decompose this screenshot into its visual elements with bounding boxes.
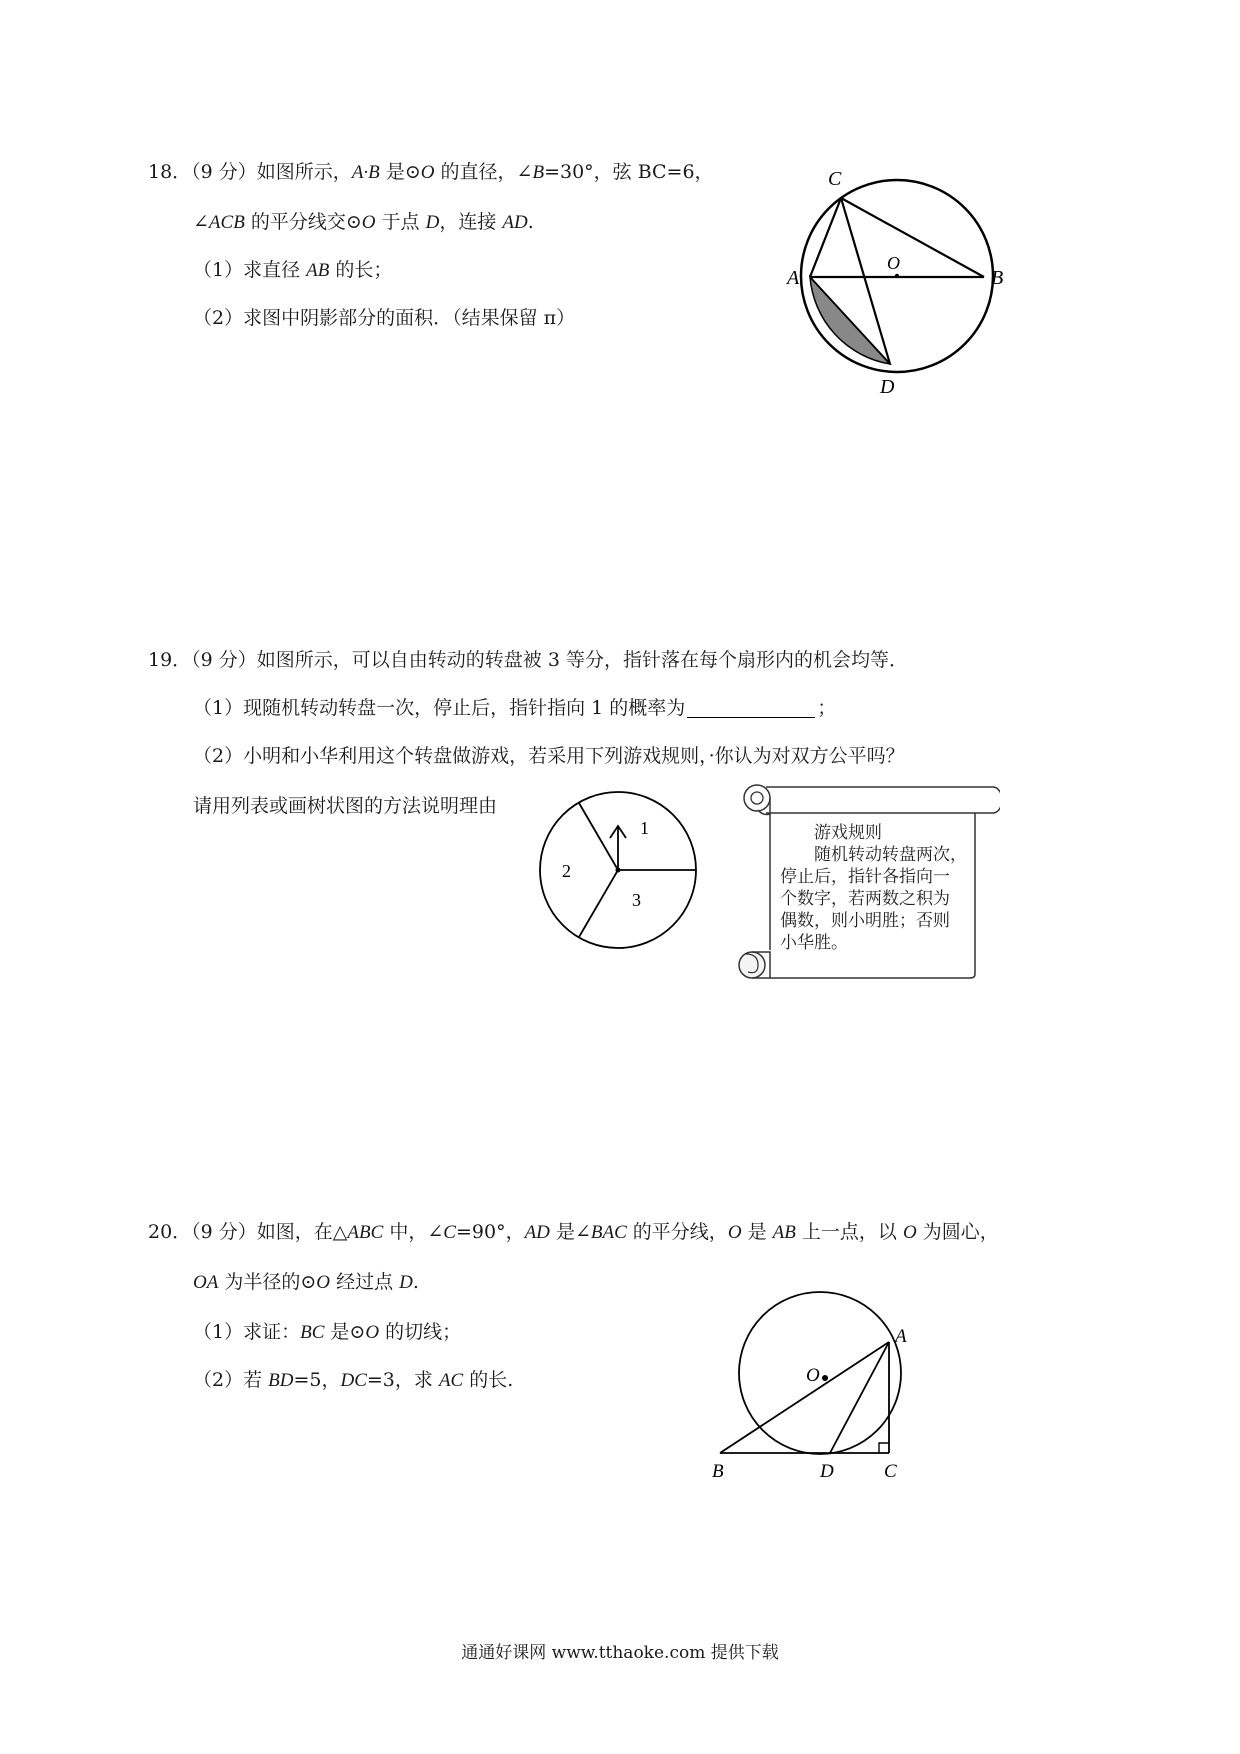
q19-part2: （2）小明和小华利用这个转盘做游戏，若采用下列游戏规则，·你认为对双方公平吗？ [193, 745, 905, 767]
spinner-center [616, 868, 621, 873]
chord-bc [841, 198, 984, 277]
q18-math-ab: AB [306, 260, 330, 281]
q20-math: C [443, 1222, 456, 1243]
q20-text: 中，∠ [383, 1221, 444, 1243]
q18-line1 [148, 158, 714, 187]
rules-line: 停止后，指针各指向一 [780, 867, 950, 887]
bisector-ad [830, 1342, 889, 1453]
q20-math: D [399, 1272, 413, 1293]
q18-text: 的平分线交⊙ [244, 211, 362, 233]
q20-line2 [193, 1268, 419, 1297]
q20-math: O [365, 1322, 380, 1343]
q18-text: 于点 [375, 211, 426, 233]
q19-text: （1）现随机转动转盘一次，停止后，指针指向 1 的概率为 [193, 697, 686, 719]
q20-math: AD [524, 1222, 550, 1243]
q20-text: =3，求 [366, 1369, 439, 1391]
center-point [895, 274, 899, 278]
q20-text: 是 [741, 1221, 773, 1243]
q20-math: DC [340, 1370, 367, 1391]
q18-circle-figure [770, 160, 1030, 400]
q20-math: OA [193, 1272, 219, 1293]
q20-triangle-figure [700, 1270, 940, 1500]
rules-line: 随机转动转盘两次， [814, 845, 967, 865]
q18-math-o: O [420, 162, 435, 183]
q18-math-o: O [361, 212, 376, 233]
q18-math-ad: AD [502, 212, 528, 233]
q19-part1 [193, 694, 836, 722]
answer-blank[interactable] [687, 695, 815, 718]
rules-line: 个数字，若两数之积为 [780, 889, 950, 909]
q20-text: 为圆心， [916, 1221, 999, 1243]
rules-title: 游戏规则 [814, 823, 882, 843]
q20-line1 [148, 1218, 999, 1247]
q18-part2: （2）求图中阴影部分的面积．（结果保留 π） [193, 307, 576, 329]
q18-math-b: B [532, 162, 545, 183]
rules-line: 偶数，则小明胜；否则 [780, 911, 950, 931]
label-a: A [895, 1326, 907, 1347]
side-ab [720, 1342, 889, 1453]
q20-math: O [902, 1222, 917, 1243]
q18-text: ∠ [193, 211, 209, 233]
q20-text: 为半径的⊙ [218, 1271, 317, 1293]
q18-math-ab: A·B [351, 162, 380, 183]
q20-text: =5， [293, 1369, 341, 1391]
right-angle-mark [879, 1443, 889, 1453]
q18-math-d: D [425, 212, 440, 233]
q20-text: （1）求证： [193, 1321, 301, 1343]
spinner-figure [534, 786, 704, 956]
rules-line: 小华胜。 [780, 933, 848, 953]
label-b: B [991, 267, 1004, 289]
q18-text: （1）求直径 [193, 259, 307, 281]
q20-text: 20．（9 分）如图，在△ [148, 1221, 348, 1243]
q20-math: BAC [590, 1222, 627, 1243]
circle-o [739, 1292, 901, 1454]
sector-label-1: 1 [640, 818, 649, 838]
q18-text: 的长； [329, 259, 393, 281]
q20-text: （2）若 [193, 1369, 269, 1391]
q19-line1: 19．（9 分）如图所示，可以自由转动的转盘被 3 等分，指针落在每个扇形内的机会均等． [148, 649, 908, 671]
sector-label-3: 3 [632, 890, 641, 910]
spinner-divider [579, 803, 618, 870]
q20-text: 是∠ [549, 1221, 591, 1243]
center-point [822, 1375, 828, 1381]
sector-label-2: 2 [562, 861, 571, 881]
label-d: D [820, 1461, 834, 1482]
q20-math: ABC [347, 1222, 384, 1243]
q20-part2 [193, 1366, 513, 1395]
q18-text: 的直径，∠ [434, 161, 533, 183]
q18-text: ，连接 [439, 211, 503, 233]
q19-text: ； [817, 697, 837, 719]
q18-text: . [527, 211, 534, 233]
label-a: A [787, 267, 800, 289]
q20-text: 上一点，以 [795, 1221, 903, 1243]
q20-text: 的切线； [379, 1321, 462, 1343]
q18-line2 [193, 208, 534, 237]
label-o: O [806, 1365, 820, 1386]
label-c: C [884, 1461, 897, 1482]
label-d: D [880, 376, 895, 398]
q18-math-acb: ACB [208, 212, 245, 233]
q18-text: =30°，弦 BC=6， [544, 161, 714, 183]
q20-text: =90°， [455, 1221, 525, 1243]
label-o: O [887, 253, 900, 273]
q20-math: AC [438, 1370, 464, 1391]
q18-text: 18．（9 分）如图所示， [148, 161, 352, 183]
chord-ac [810, 198, 841, 277]
rules-box [780, 822, 990, 954]
q18-part1 [193, 256, 392, 285]
q20-math: O [316, 1272, 331, 1293]
q20-text: . [412, 1271, 419, 1293]
label-b: B [712, 1461, 724, 1482]
q20-math: AB [772, 1222, 796, 1243]
spinner-divider [579, 870, 618, 937]
q20-math: BD [268, 1370, 294, 1391]
q20-text: 的长. [463, 1369, 514, 1391]
q20-text: 是⊙ [324, 1321, 366, 1343]
q20-text: 经过点 [330, 1271, 400, 1293]
q20-math: BC [300, 1322, 325, 1343]
q20-part1 [193, 1318, 461, 1347]
q20-text: 的平分线， [626, 1221, 728, 1243]
label-c: C [828, 168, 842, 190]
page-footer: 通通好课网 www.tthaoke.com 提供下载 [461, 1643, 779, 1663]
q19-part2-cont: 请用列表或画树状图的方法说明理由 [193, 795, 498, 817]
q18-text: 是⊙ [379, 161, 421, 183]
q20-math: O [727, 1222, 742, 1243]
